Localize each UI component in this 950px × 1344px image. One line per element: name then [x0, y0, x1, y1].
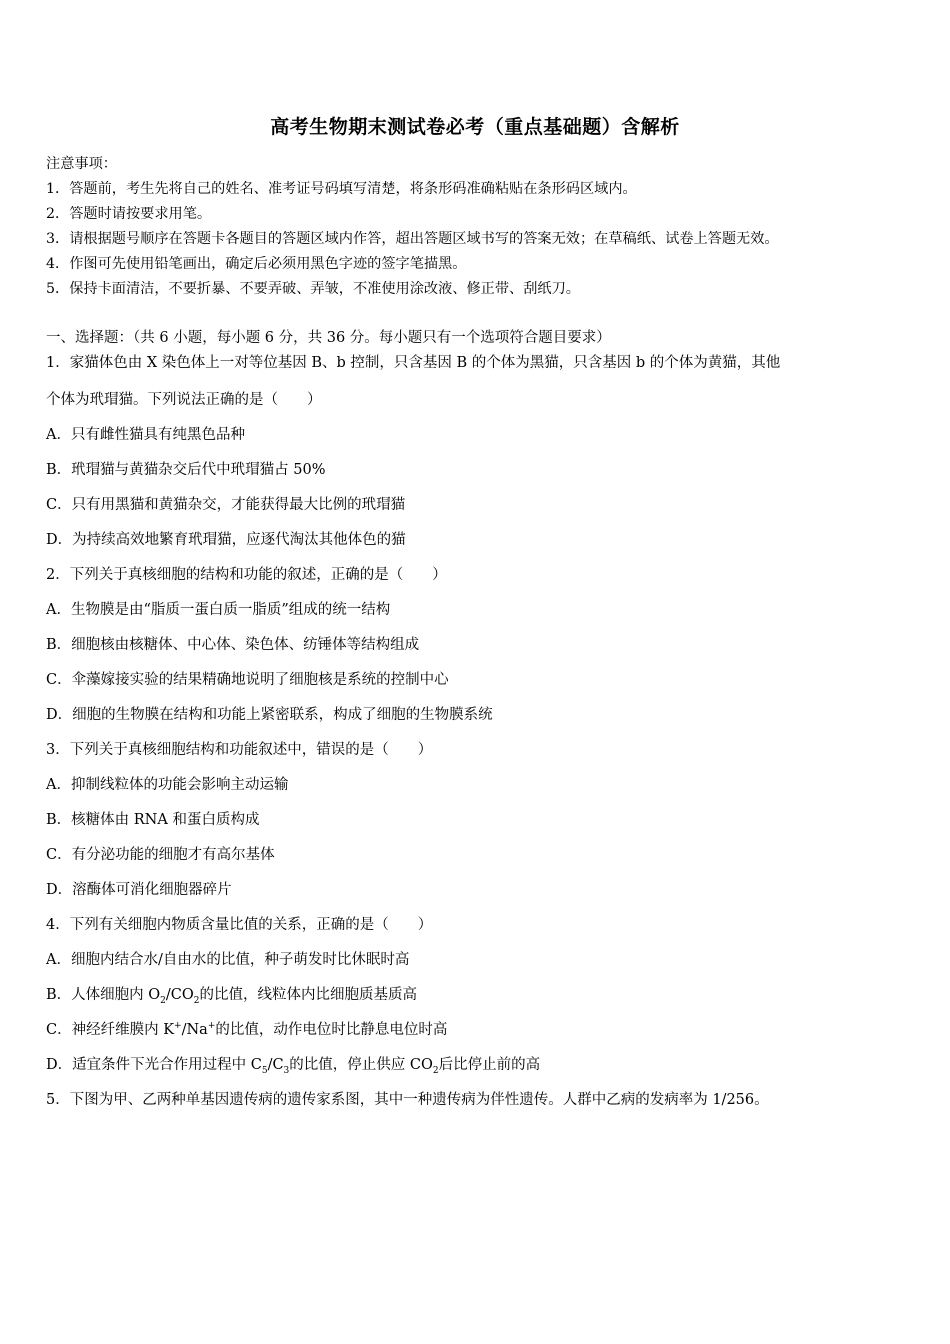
question-3-option-a: A．抑制线粒体的功能会影响主动运输 — [46, 777, 289, 793]
question-3-option-b: B．核糖体由 RNA 和蛋白质构成 — [46, 812, 260, 828]
option-d-text-post: 后比停止前的高 — [438, 1057, 541, 1073]
notice-item-4: 4．作图可先使用铅笔画出，确定后必须用黑色字迹的签字笔描黑。 — [46, 256, 467, 272]
option-b-text-pre: B．人体细胞内 O — [46, 987, 161, 1003]
option-c-superscript: + — [207, 1021, 216, 1032]
question-3-stem: 3．下列关于真核细胞结构和功能叙述中，错误的是（ ） — [46, 742, 433, 758]
question-4-option-a: A．细胞内结合水/自由水的比值，种子萌发时比休眠时高 — [46, 952, 410, 968]
question-2-option-d: D．细胞的生物膜在结构和功能上紧密联系，构成了细胞的生物膜系统 — [46, 707, 493, 723]
question-1-option-a: A．只有雌性猫具有纯黑色品种 — [46, 427, 245, 443]
option-b-text-mid: /CO — [165, 987, 194, 1003]
question-4-option-b — [46, 985, 417, 1005]
option-d-subscript: 5 — [261, 1065, 268, 1076]
question-2-option-b: B．细胞核由核糖体、中心体、染色体、纺锤体等结构组成 — [46, 637, 420, 653]
question-2-stem: 2．下列关于真核细胞的结构和功能的叙述，正确的是（ ） — [46, 567, 447, 583]
option-b-subscript: 2 — [160, 995, 166, 1006]
notice-item-1: 1．答题前，考生先将自己的姓名、准考证号码填写清楚，将条形码准确粘贴在条形码区域内。 — [46, 181, 637, 197]
question-4-stem: 4．下列有关细胞内物质含量比值的关系，正确的是（ ） — [46, 917, 433, 933]
question-5-stem: 5．下图为甲、乙两种单基因遗传病的遗传家系图，其中一种遗传病为伴性遗传。人群中乙病的发病率为 1/256。 — [46, 1092, 769, 1108]
option-b-subscript: 2 — [193, 995, 200, 1006]
question-1-option-b: B．玳瑁猫与黄猫杂交后代中玳瑁猫占 50% — [46, 462, 326, 478]
question-4-option-c — [46, 1020, 447, 1040]
notice-item-5: 5．保持卡面清洁，不要折暴、不要弄破、弄皱，不准使用涂改液、修正带、刮纸刀。 — [46, 281, 580, 297]
option-c-text-pre: C．神经纤维膜内 K — [46, 1022, 175, 1038]
question-2-option-a: A．生物膜是由“脂质一蛋白质一脂质”组成的统一结构 — [46, 602, 391, 618]
question-4-option-d — [46, 1055, 540, 1075]
notice-heading: 注意事项： — [46, 156, 117, 172]
option-d-subscript: 2 — [432, 1065, 439, 1076]
option-d-text-mid2: 的比值，停止供应 CO — [289, 1057, 433, 1073]
section-heading: 一、选择题：（共 6 小题，每小题 6 分，共 36 分。每小题只有一个选项符合题目要求） — [46, 330, 611, 346]
question-1-stem-line1: 1．家猫体色由 X 染色体上一对等位基因 B、b 控制，只含基因 B 的个体为黑猫，只含基因 b 的个体为黄猫，其他 — [46, 355, 781, 371]
question-1-option-d: D．为持续高效地繁育玳瑁猫，应逐代淘汰其他体色的猫 — [46, 532, 406, 548]
option-c-text-mid: /Na — [181, 1022, 208, 1038]
question-2-option-c: C．伞藻嫁接实验的结果精确地说明了细胞核是系统的控制中心 — [46, 672, 449, 688]
option-d-subscript: 3 — [283, 1065, 290, 1076]
notice-item-3: 3．请根据题号顺序在答题卡各题目的答题区域内作答，超出答题区域书写的答案无效；在草稿纸、试卷上答题无效。 — [46, 231, 779, 247]
option-c-superscript: + — [174, 1021, 182, 1032]
option-d-text-mid: /C — [267, 1057, 284, 1073]
option-b-text-post: 的比值，线粒体内比细胞质基质高 — [199, 987, 417, 1003]
question-3-option-d: D．溶酶体可消化细胞器碎片 — [46, 882, 232, 898]
page-title: 高考生物期末测试卷必考（重点基础题）含解析 — [270, 116, 680, 138]
question-1-option-c: C．只有用黑猫和黄猫杂交，才能获得最大比例的玳瑁猫 — [46, 497, 406, 513]
option-c-text-post: 的比值，动作电位时比静息电位时高 — [215, 1022, 448, 1038]
option-d-text-pre: D．适宜条件下光合作用过程中 C — [46, 1057, 262, 1073]
question-3-option-c: C．有分泌功能的细胞才有高尔基体 — [46, 847, 275, 863]
notice-item-2: 2．答题时请按要求用笔。 — [46, 206, 212, 222]
question-1-stem-line2: 个体为玳瑁猫。下列说法正确的是（ ） — [46, 392, 322, 408]
